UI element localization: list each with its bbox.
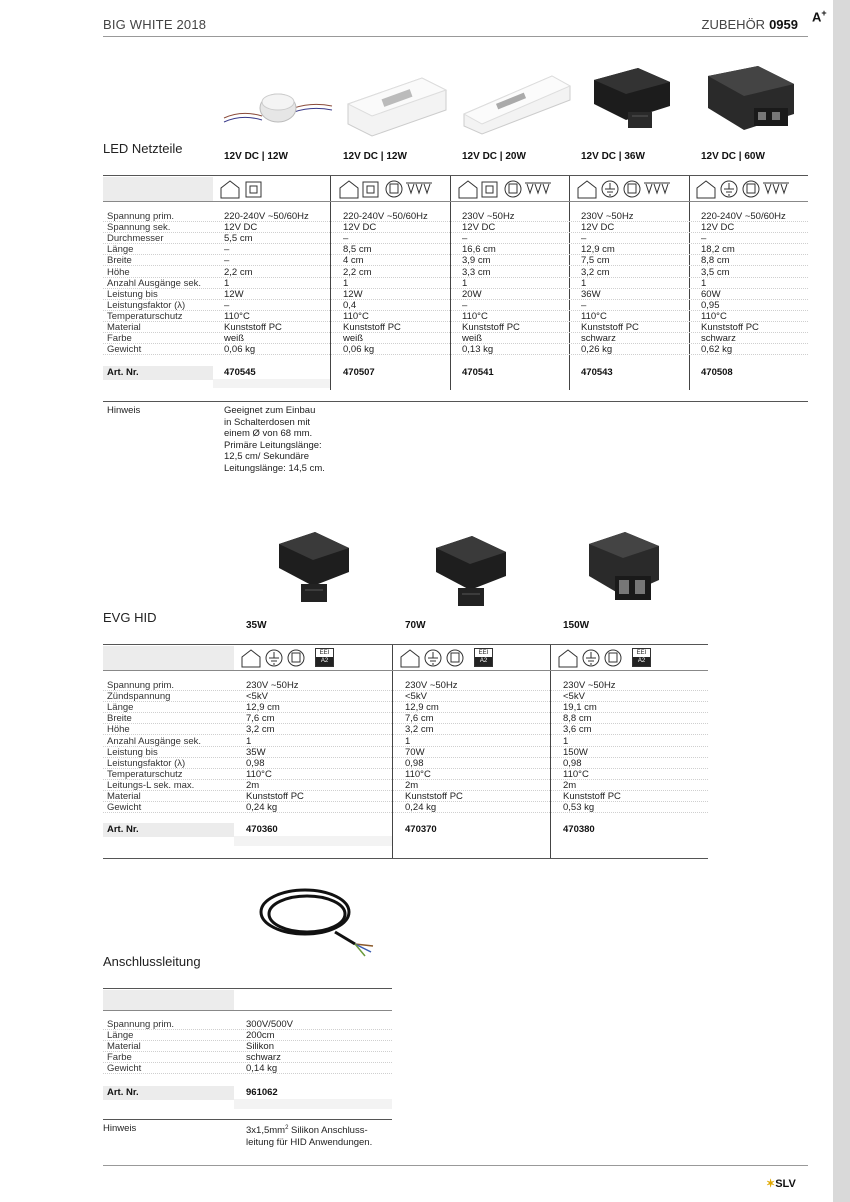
eei-label: EEI (636, 650, 647, 656)
hid-col-header-3: 150W (563, 620, 590, 631)
spec-value: 12V DC (462, 222, 496, 234)
spec-value: 3,2 cm (405, 724, 434, 736)
spec-label: Spannung prim. (107, 680, 175, 691)
spec-value: 110°C (405, 768, 431, 780)
section-title-cable: Anschlussleitung (103, 954, 201, 969)
chapter-tab-sup: + (821, 8, 827, 18)
led-art-label: Art. Nr. (107, 367, 139, 378)
spec-value: 7,6 cm (246, 713, 275, 725)
spec-value: 12W (343, 288, 363, 300)
section-title-led: LED Netzteile (103, 141, 183, 156)
spec-label: Temperaturschutz (107, 310, 183, 322)
cable-icon-row-bottom (103, 1010, 392, 1011)
house-icon (338, 179, 433, 199)
product-image-470370 (432, 532, 512, 617)
product-image-470508 (704, 64, 799, 144)
spec-value: – (224, 299, 230, 311)
led-col-header-3: 12V DC | 20W (462, 151, 526, 162)
spec-value: Kunststoff PC (405, 791, 463, 802)
art-nr-470370[interactable]: 470370 (405, 824, 437, 835)
spec-label: Leistung bis (107, 288, 158, 300)
hid-icon-row-bottom (103, 670, 708, 671)
spec-value: 1 (246, 735, 252, 747)
product-image-470380 (585, 530, 665, 615)
spec-value: 12V DC (581, 222, 615, 234)
house-icon (457, 179, 552, 199)
spec-value: 1 (343, 277, 349, 289)
product-image-470541 (460, 68, 575, 138)
spec-value: – (224, 255, 230, 267)
spec-value: 230V ~50Hz (581, 211, 634, 222)
product-image-470545 (222, 80, 337, 140)
spec-value: Kunststoff PC (701, 322, 759, 333)
spec-value: 16,6 cm (462, 244, 496, 256)
spec-label: Leitungs-L sek. max. (107, 779, 195, 791)
spec-value: 0,98 (405, 757, 424, 769)
eei-label: EEI (478, 650, 489, 656)
spec-value: 230V ~50Hz (462, 211, 515, 222)
spec-value: 3,5 cm (701, 266, 730, 278)
brand-spark-icon: ✶ (766, 1178, 776, 1190)
led-icon-row-bottom (103, 201, 808, 202)
art-nr-470543[interactable]: 470543 (581, 367, 613, 378)
spec-value: 0,53 kg (563, 802, 595, 814)
cable-art-bottom-bg (234, 1099, 392, 1109)
spec-label: Spannung prim. (107, 211, 175, 222)
spec-label: Anzahl Ausgänge sek. (107, 735, 202, 747)
spec-value: 230V ~50Hz (246, 680, 299, 691)
spec-value: 110°C (581, 310, 607, 322)
spec-label: Gewicht (107, 344, 142, 356)
spec-value: 0,62 kg (701, 344, 733, 356)
led-art-bottom-bg (213, 379, 330, 388)
spec-value: – (343, 233, 349, 245)
hid-table-bottomline (103, 858, 708, 859)
led-hint-line: 12,5 cm/ Sekundäre (224, 451, 310, 462)
spec-label: Breite (107, 713, 132, 725)
led-col-divider (689, 176, 690, 390)
spec-value: 3,2 cm (581, 266, 610, 278)
eei-badge (315, 648, 334, 667)
led-col-divider (569, 176, 570, 390)
spec-value: Kunststoff PC (462, 322, 520, 333)
house-icon (399, 648, 469, 668)
led-col-header-1: 12V DC | 12W (224, 151, 288, 162)
cable-hint-line-1 (246, 1123, 372, 1137)
spec-value: 19,1 cm (563, 702, 597, 714)
spec-label: Breite (107, 255, 132, 267)
led-col-header-5: 12V DC | 60W (701, 151, 765, 162)
spec-value: 0,06 kg (343, 344, 375, 356)
spec-label: Gewicht (107, 1063, 142, 1075)
spec-value: – (462, 233, 468, 245)
spec-value: Kunststoff PC (581, 322, 639, 333)
spec-label: Material (107, 791, 141, 802)
art-nr-470507[interactable]: 470507 (343, 367, 375, 378)
cable-art-label: Art. Nr. (107, 1087, 139, 1098)
product-image-470507 (342, 64, 452, 144)
spec-value: <5kV (563, 691, 585, 703)
spec-value: 0,26 kg (581, 344, 613, 356)
footer-brand (766, 1177, 796, 1190)
spec-value: schwarz (701, 333, 736, 345)
spec-value: 0,98 (246, 757, 265, 769)
spec-value: 0,95 (701, 299, 720, 311)
led-hint-line: einem Ø von 68 mm. (224, 428, 313, 439)
spec-value: 1 (701, 277, 707, 289)
section-title-hid: EVG HID (103, 610, 157, 625)
spec-value: 7,5 cm (581, 255, 610, 267)
spec-value: 230V ~50Hz (563, 680, 616, 691)
led-hint-text (224, 405, 325, 474)
art-nr-470545[interactable]: 470545 (224, 367, 256, 378)
spec-value: – (462, 299, 468, 311)
eei-class: A2 (633, 657, 650, 666)
hid-icon-label-cell (103, 646, 234, 670)
spec-value: 110°C (701, 310, 727, 322)
spec-value: 1 (224, 277, 230, 289)
spec-value: 12V DC (343, 222, 377, 234)
spec-value: 8,8 cm (701, 255, 730, 267)
cable-hint-part: Silikon Anschluss- (288, 1125, 368, 1137)
spec-value: Silikon (246, 1041, 274, 1053)
spec-value: 300V/500V (246, 1019, 294, 1030)
spec-value: 36W (581, 288, 601, 300)
led-hint-line: Geeignet zum Einbau (224, 405, 316, 416)
spec-value: schwarz (581, 333, 616, 345)
spec-label: Höhe (107, 724, 130, 736)
chapter-tab-letter: A (812, 9, 822, 25)
spec-value: 110°C (462, 310, 488, 322)
spec-value: 35W (246, 746, 266, 758)
spec-value: 0,98 (563, 757, 582, 769)
spec-value: 2,2 cm (224, 266, 253, 278)
spec-value: 8,5 cm (343, 244, 372, 256)
product-image-470543 (588, 66, 678, 142)
spec-label: Gewicht (107, 802, 142, 814)
spec-value: 8,8 cm (563, 713, 592, 725)
spec-label: Leistung bis (107, 746, 158, 758)
spec-label: Länge (107, 702, 134, 714)
spec-value: <5kV (405, 691, 427, 703)
art-nr-470541[interactable]: 470541 (462, 367, 494, 378)
spec-value: 12,9 cm (246, 702, 280, 714)
art-nr-470360[interactable]: 470360 (246, 824, 278, 835)
eei-class: A2 (475, 657, 492, 666)
spec-value: 1 (405, 735, 411, 747)
spec-value: weiß (224, 333, 245, 345)
spec-value: 110°C (343, 310, 369, 322)
spec-value: Kunststoff PC (563, 791, 621, 802)
spec-value: 2,2 cm (343, 266, 372, 278)
spec-value: schwarz (246, 1052, 281, 1064)
hid-col-header-2: 70W (405, 620, 426, 631)
spec-value: – (581, 233, 587, 245)
side-tab-bar (833, 0, 850, 1202)
spec-value: 220-240V ~50/60Hz (701, 211, 786, 222)
spec-value: 1 (581, 277, 587, 289)
spec-value: – (581, 299, 587, 311)
spec-value: weiß (343, 333, 364, 345)
spec-label: Leistungsfaktor (λ) (107, 757, 186, 769)
eei-class: A2 (316, 657, 333, 666)
spec-value: 110°C (246, 768, 272, 780)
spec-value: 18,2 cm (701, 244, 735, 256)
spec-value: 7,6 cm (405, 713, 434, 725)
product-image-961062 (255, 882, 380, 962)
house-icon (557, 648, 627, 668)
eei-label: EEI (319, 650, 330, 656)
cable-table-bottomline (103, 1119, 392, 1120)
led-col-header-4: 12V DC | 36W (581, 151, 645, 162)
footer-divider (103, 1165, 808, 1166)
led-col-divider (450, 176, 451, 390)
spec-label: Durchmesser (107, 233, 164, 245)
led-table-topline (103, 175, 808, 176)
header-section (702, 17, 798, 32)
spec-value: weiß (462, 333, 483, 345)
spec-label: Höhe (107, 266, 130, 278)
spec-value: 12,9 cm (581, 244, 615, 256)
spec-value: 3,3 cm (462, 266, 491, 278)
page-number: 0959 (769, 17, 798, 32)
spec-value: 1 (462, 277, 468, 289)
spec-value: 220-240V ~50/60Hz (343, 211, 428, 222)
spec-label: Leistungsfaktor (λ) (107, 299, 186, 311)
house-icon (576, 179, 671, 199)
spec-value: 2m (246, 779, 260, 791)
spec-value: 70W (405, 746, 425, 758)
spec-label: Spannung sek. (107, 222, 171, 234)
spec-value: 12,9 cm (405, 702, 439, 714)
led-col-header-2: 12V DC | 12W (343, 151, 407, 162)
spec-value: 200cm (246, 1030, 275, 1042)
led-hint-line: in Schalterdosen mit (224, 416, 311, 428)
spec-value: Kunststoff PC (246, 791, 304, 802)
spec-label: Länge (107, 244, 134, 256)
spec-value: 12V DC (224, 222, 258, 234)
spec-label: Spannung prim. (107, 1019, 175, 1030)
spec-value: 230V ~50Hz (405, 680, 458, 691)
spec-value: – (224, 244, 230, 256)
product-image-470360 (275, 528, 355, 613)
led-hint-line: Primäre Leitungslänge: (224, 439, 322, 451)
spec-value: 110°C (563, 768, 589, 780)
brand-name: SLV (775, 1178, 796, 1190)
spec-label: Zündspannung (107, 691, 171, 703)
led-icon-label-cell (103, 177, 213, 201)
spec-value: Kunststoff PC (224, 322, 282, 333)
spec-value: Kunststoff PC (343, 322, 401, 333)
cable-hint-sup: 2 (285, 1125, 289, 1131)
art-nr-470508[interactable]: 470508 (701, 367, 733, 378)
hid-table-topline (103, 644, 708, 645)
header-catalog-title: BIG WHITE 2018 (103, 17, 207, 32)
spec-value: 0,14 kg (246, 1063, 278, 1075)
eei-badge (632, 648, 651, 667)
house-icon (695, 179, 790, 199)
spec-value: 1 (563, 735, 569, 747)
led-col-divider (330, 176, 331, 390)
hid-art-bottom-bg (234, 836, 392, 846)
spec-value: 0,24 kg (246, 802, 278, 814)
cable-table-topline (103, 988, 392, 989)
spec-value: 220-240V ~50/60Hz (224, 211, 309, 222)
hid-col-divider (392, 645, 393, 859)
spec-value: 2m (563, 779, 577, 791)
spec-value: 60W (701, 288, 721, 300)
spec-value: 20W (462, 288, 482, 300)
spec-label: Temperaturschutz (107, 768, 183, 780)
cable-hint-text (246, 1123, 372, 1148)
spec-value: <5kV (246, 691, 268, 703)
art-nr-470380[interactable]: 470380 (563, 824, 595, 835)
hid-col-divider (550, 645, 551, 859)
spec-value: 2m (405, 779, 419, 791)
spec-label: Farbe (107, 333, 132, 345)
spec-value: 3,2 cm (246, 724, 275, 736)
spec-label: Länge (107, 1030, 134, 1042)
spec-label: Anzahl Ausgänge sek. (107, 277, 202, 289)
spec-value: 12W (224, 288, 244, 300)
spec-label: Material (107, 322, 141, 333)
art-nr-961062[interactable]: 961062 (246, 1087, 278, 1098)
chapter-tab[interactable] (812, 8, 827, 24)
spec-value: 3,6 cm (563, 724, 592, 736)
led-hint-label: Hinweis (107, 405, 141, 416)
cable-hint-part: 3x1,5mm (246, 1125, 286, 1137)
spec-value: 0,06 kg (224, 344, 256, 356)
hid-col-header-1: 35W (246, 620, 267, 631)
led-table-bottomline (103, 401, 808, 402)
spec-value: 110°C (224, 310, 250, 322)
header-section-label: ZUBEHÖR (701, 17, 766, 32)
spec-value: 12V DC (701, 222, 735, 234)
house-icon (240, 648, 310, 668)
spec-value: 5,5 cm (224, 233, 253, 245)
cable-icon-label-cell (103, 990, 234, 1010)
header-divider (103, 36, 808, 37)
spec-value: – (701, 233, 707, 245)
spec-value: 150W (563, 746, 588, 758)
spec-label: Material (107, 1041, 141, 1053)
spec-value: 0,4 (343, 299, 357, 311)
spec-value: 3,9 cm (462, 255, 491, 267)
spec-value: 0,24 kg (405, 802, 437, 814)
spec-value: 4 cm (343, 255, 364, 267)
hid-art-label: Art. Nr. (107, 824, 139, 835)
eei-badge (474, 648, 493, 667)
led-hint-line: Leitungslänge: 14,5 cm. (224, 462, 325, 474)
house-icon (219, 179, 267, 199)
spec-value: 0,13 kg (462, 344, 494, 356)
cable-hint-line-2: leitung für HID Anwendungen. (246, 1136, 373, 1148)
cable-hint-label: Hinweis (103, 1123, 137, 1134)
spec-label: Farbe (107, 1052, 132, 1064)
